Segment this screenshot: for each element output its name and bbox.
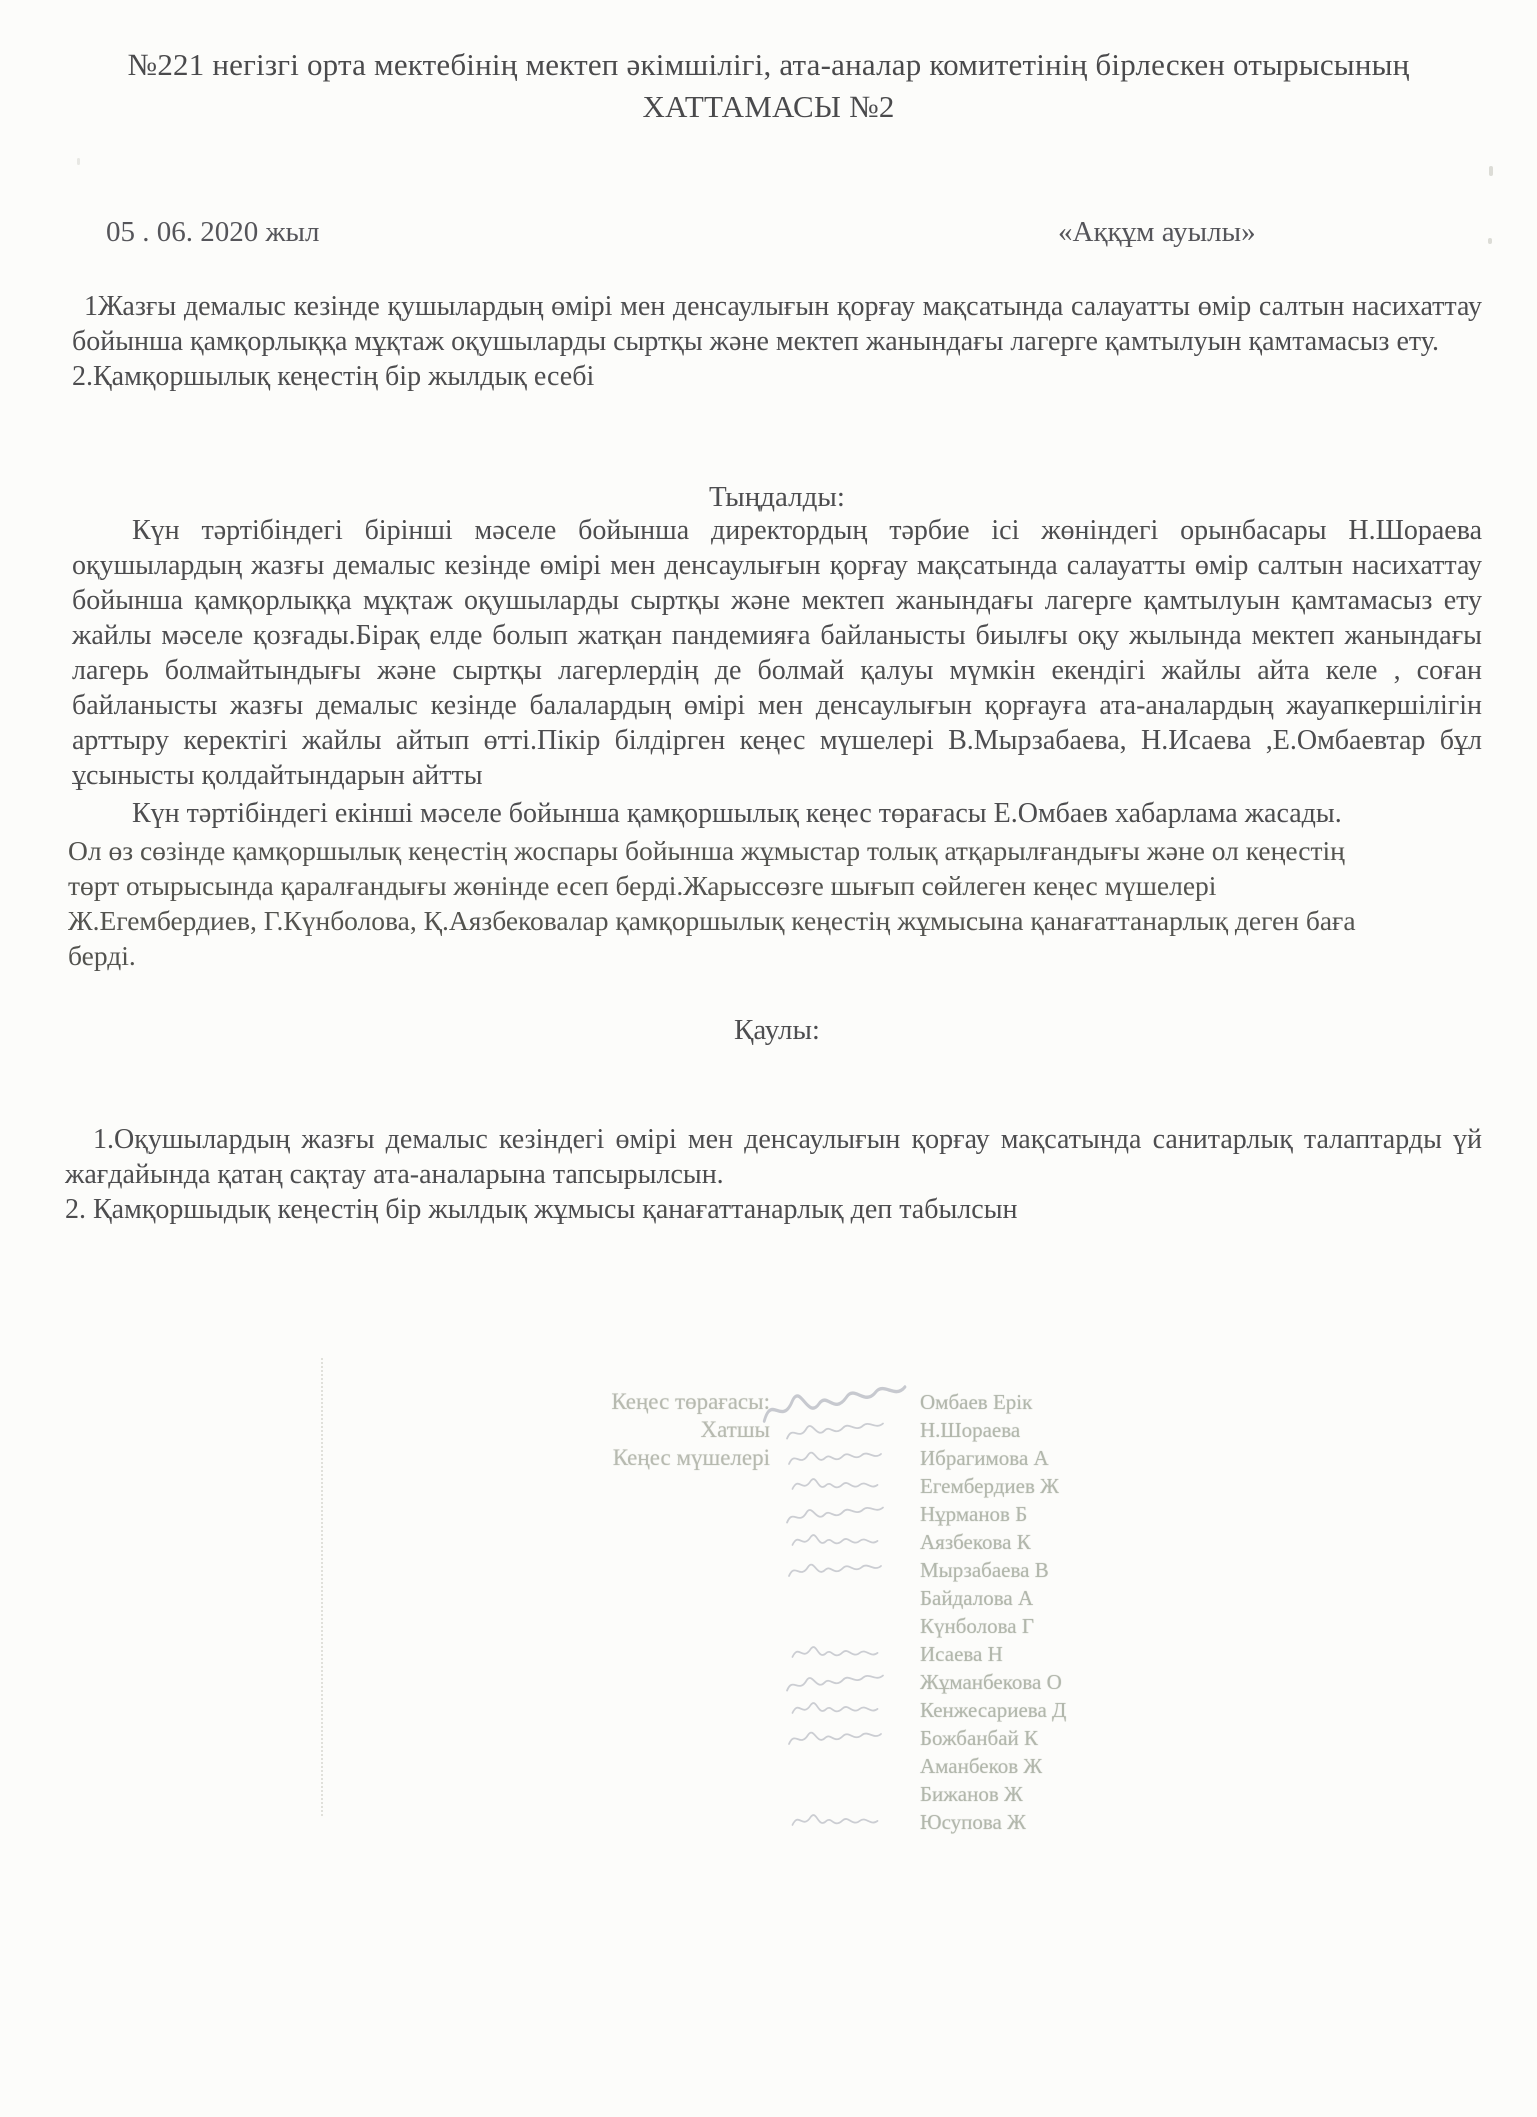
scan-artifact-line (321, 1358, 323, 1816)
signatory-name: Аманбеков Ж (920, 1753, 1043, 1778)
resolution-item-1: 1.Оқушылардың жазғы демалыс кезіндегі өмірі мен денсаулығын қорғау мақсатында санитарлық талаптарды үй жағдайында қатаң сақтау ата-аналарына тапсырылсын. (65, 1124, 1482, 1190)
signature-row (558, 1696, 1158, 1724)
heard-paragraph-3: Ол өз сөзінде қамқоршылық кеңестің жоспары бойынша жұмыстар толық атқарылғандығы және ол кеңестің төрт отырысында қаралғандығы жөнінде есеп берді.Жарыссөзге шығып сөйлеген кеңес мүшелері Ж.Егембердиев, Г.Күнболова, Қ.Аязбековалар қамқоршылық кеңестің жұмысына қанағаттанарлық деген баға берді. (68, 835, 1356, 971)
handwritten-signature-mark (780, 1725, 918, 1751)
agenda-item-2: 2.Қамқоршылық кеңестің бір жылдық есебі (72, 361, 595, 392)
scan-speck (77, 158, 80, 165)
signatory-name: Бижанов Ж (920, 1781, 1023, 1806)
handwritten-signature-mark (780, 1753, 918, 1779)
signature-role-label: Хатшы (700, 1417, 770, 1442)
signature-row (558, 1752, 1158, 1780)
handwritten-signature-mark (780, 1697, 918, 1723)
handwritten-signature-mark (780, 1529, 918, 1555)
handwritten-signature-mark (780, 1557, 918, 1583)
signature-row (558, 1640, 1158, 1668)
scan-speck (1489, 166, 1493, 176)
agenda-section (72, 289, 1482, 394)
handwritten-signature-mark (780, 1473, 918, 1499)
signature-row (558, 1668, 1158, 1696)
protocol-date: 05 . 06. 2020 жыл (106, 216, 320, 248)
scan-speck (1488, 238, 1492, 244)
protocol-place: «Аққұм ауылы» (1058, 216, 1256, 248)
heard-heading: Тыңдалды: (709, 481, 845, 513)
signature-row (558, 1500, 1158, 1528)
signatory-name: Жұманбекова О (920, 1669, 1062, 1694)
signatory-name: Егембердиев Ж (920, 1473, 1059, 1498)
heard-paragraph-2: Күн тәртібіндегі екінші мәселе бойынша қамқоршылық кеңес төрағасы Е.Омбаев хабарлама жасады. (132, 798, 1342, 829)
signatory-name: Ибрагимова А (920, 1445, 1049, 1470)
handwritten-signature-mark (780, 1585, 918, 1611)
signatory-name: Кенжесариева Д (920, 1697, 1067, 1722)
handwritten-signature-mark (780, 1781, 918, 1807)
handwritten-signature-mark (780, 1417, 918, 1443)
document-title-line1: №221 негізгі орта мектебінің мектеп әкімшілігі, ата-аналар комитетінің бірлескен отырысының (127, 47, 1410, 82)
signature-row (558, 1780, 1158, 1808)
handwritten-signature-mark (780, 1809, 918, 1835)
date-place-row (0, 216, 1537, 256)
signature-row (558, 1612, 1158, 1640)
heard-paragraph-1: Күн тәртібіндегі бірінші мәселе бойынша директордың тәрбие ісі жөніндегі орынбасары Н.Шораева оқушылардың жазғы демалыс кезінде өмірі мен денсаулығын қорғау мақсатында салауатты өмір салтын насихаттау бойынша қамқорлыққа мұқтаж оқушыларды сыртқы және мектеп жанындағы лагерге қамтылуын қамтамасыз ету жайлы мәселе қозғады.Бірақ елде болып жатқан пандемияға байланысты биылғы оқу жылында мектеп жанындағы лагерь болмайтындығы және сыртқы лагерлердің де болмай қалуы мүмкін екендігі жайлы айта келе , соған байланысты жазғы демалыс кезінде балалардың өмірі мен денсаулығын қорғауға ата-аналардың жауапкершілігін арттыру керектігі жайлы айтып өтті.Пікір білдірген кеңес мүшелері В.Мырзабаева, Н.Исаева ,Е.Омбаевтар бұл ұсынысты қолдайтындарын айтты (72, 515, 1482, 791)
signature-row (558, 1472, 1158, 1500)
signatory-name: Божбанбай К (920, 1725, 1039, 1750)
handwritten-signature-mark (780, 1389, 918, 1415)
agenda-item-1: 1Жазғы демалыс кезінде қушылардың өмірі мен денсаулығын қорғау мақсатында салауатты өмір салтын насихаттау бойынша қамқорлыққа мұқтаж оқушыларды сыртқы және мектеп жанындағы лагерге қамтылуын қамтамасыз ету. (72, 291, 1482, 357)
signature-role-label: Кеңес мүшелері (612, 1445, 770, 1470)
resolution-heading: Қаулы: (734, 1014, 820, 1046)
document-title (50, 44, 1487, 128)
signature-row (558, 1584, 1158, 1612)
signatory-name: Исаева Н (920, 1641, 1003, 1666)
signature-row (558, 1416, 1158, 1444)
handwritten-signature-mark (780, 1641, 918, 1667)
signatory-name: Мырзабаева В (920, 1557, 1049, 1582)
signature-row (558, 1808, 1158, 1836)
signatory-name: Күнболова Г (920, 1613, 1034, 1638)
signature-row (558, 1444, 1158, 1472)
signature-role-label: Кеңес төрағасы: (611, 1389, 770, 1414)
handwritten-signature-mark (780, 1669, 918, 1695)
handwritten-signature-mark (780, 1613, 918, 1639)
resolution-item-2: 2. Қамқоршыдық кеңестің бір жылдық жұмысы қанағаттанарлық деп табылсын (65, 1194, 1018, 1225)
signature-block (558, 1388, 1158, 1836)
protocol-number: ХАТТАМАСЫ №2 (642, 89, 895, 124)
signature-row (558, 1724, 1158, 1752)
signatory-name: Байдалова А (920, 1585, 1034, 1610)
signatory-name: Н.Шораева (920, 1417, 1021, 1442)
handwritten-signature-mark (780, 1445, 918, 1471)
signatory-name: Нұрманов Б (920, 1501, 1028, 1526)
signature-row (558, 1556, 1158, 1584)
signatory-name: Аязбекова К (920, 1529, 1031, 1554)
signatory-name: Юсупова Ж (920, 1809, 1026, 1834)
signature-row (558, 1528, 1158, 1556)
signature-row (558, 1388, 1158, 1416)
handwritten-signature-mark (780, 1501, 918, 1527)
signatory-name: Омбаев Ерік (920, 1389, 1033, 1414)
